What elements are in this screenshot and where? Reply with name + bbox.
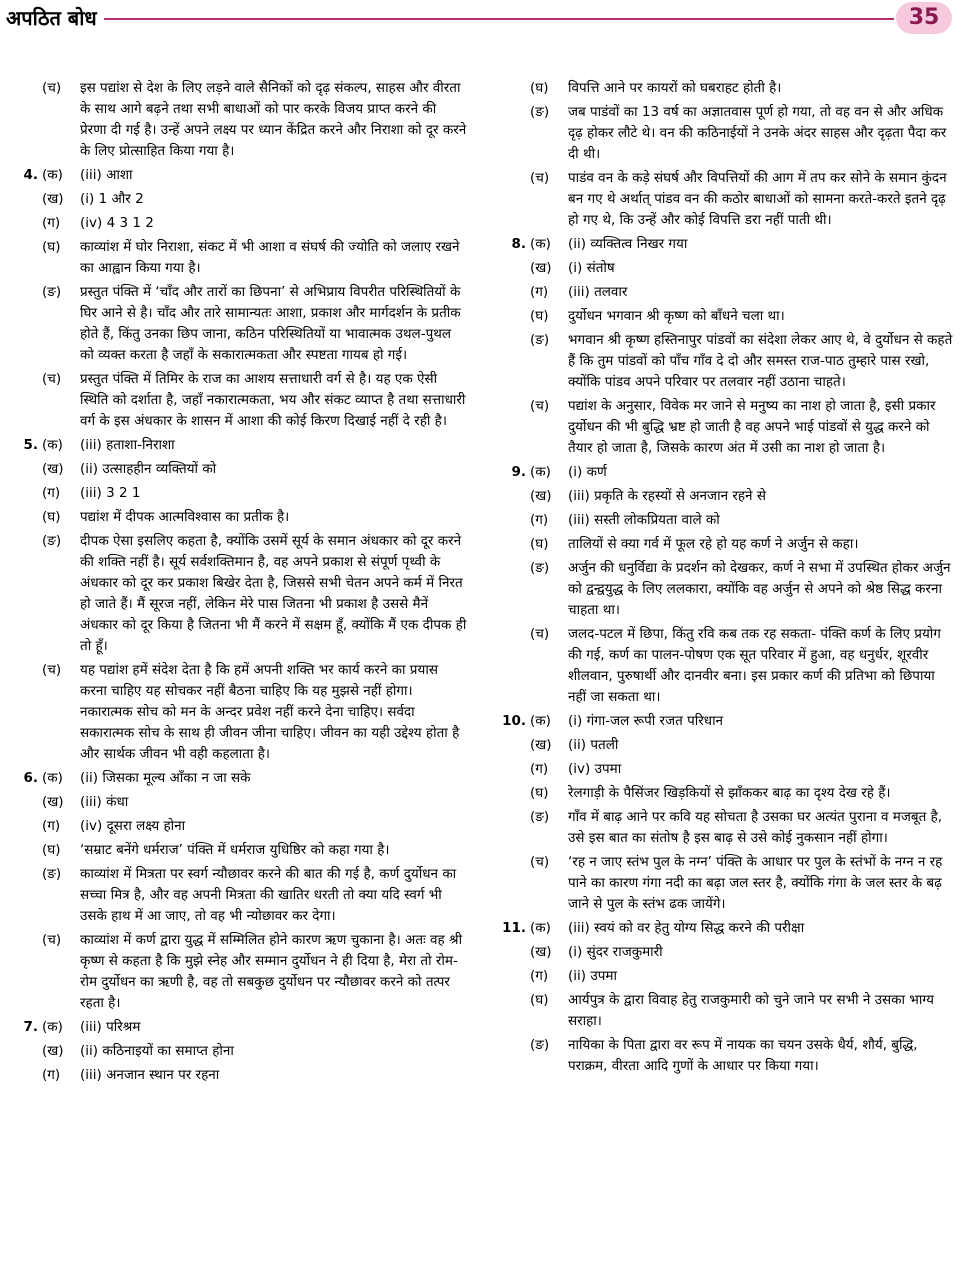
answer-text: (ii) कठिनाइयों का समाप्त होना — [80, 1043, 234, 1059]
answer-label: (ख) — [530, 260, 552, 276]
answer-label: (क) — [530, 713, 551, 729]
answer-label: (च) — [530, 854, 550, 870]
answer-text: (ii) उपमा — [568, 968, 617, 984]
question-number — [500, 735, 530, 756]
answer-text: इस पद्यांश से देश के लिए लड़ने वाले सैनिकों को दृढ़ संकल्प, साहस और वीरता के साथ आगे बढ़ने तथा सभी बाधाओं को पार करके विजय प्राप्त करने की प्रेरणा दी गई है। उन्हें अपने लक्ष्य पर ध्यान केंद्रित करने और निराशा को दूर करने के लिए प्रोत्साहित किया गया है। — [80, 80, 467, 159]
question-number — [12, 660, 42, 765]
answer-label: (ङ) — [42, 533, 62, 549]
question-number — [500, 624, 530, 708]
answer-label: (घ) — [42, 509, 61, 525]
answer-text: पाडंव वन के कड़े संघर्ष और विपत्तियों की आग में तप कर सोने के समान कुंदन बन गए थे अर्थात् पांडव वन की कठोर बाधाओं को सामना करते-करते इतने दृढ़ हो गए थे, कि उन्हें और कोई विपत्ति डरा नहीं पाती थी। — [568, 170, 947, 228]
answer-item — [12, 435, 467, 456]
answer-text: (iii) तलवार — [568, 284, 628, 300]
answer-label: (ग) — [42, 818, 61, 834]
question-number: 8. — [511, 236, 526, 252]
answer-item — [500, 510, 955, 531]
header-rule — [104, 18, 894, 20]
answer-item — [500, 102, 955, 165]
answer-text: (iii) हताशा-निराशा — [80, 437, 175, 453]
answer-item — [500, 735, 955, 756]
answer-label: (क) — [42, 1019, 63, 1035]
question-number — [12, 213, 42, 234]
page-header — [0, 0, 960, 40]
question-number — [500, 396, 530, 459]
answer-label: (ख) — [42, 191, 64, 207]
question-number — [500, 807, 530, 849]
answer-label: (च) — [42, 932, 62, 948]
answer-text: काव्यांश में घोर निराशा, संकट में भी आशा व संघर्ष की ज्योति को जलाए रखने का आह्वान किया गया है। — [80, 239, 460, 276]
answer-item — [12, 78, 467, 162]
answer-label: (ङ) — [530, 332, 550, 348]
answer-label: (क) — [42, 167, 63, 183]
question-number — [12, 369, 42, 432]
answer-text: (iii) कंधा — [80, 794, 129, 810]
question-block — [500, 918, 955, 1077]
answer-item — [500, 918, 955, 939]
answer-item — [500, 624, 955, 708]
answer-text: (iii) परिश्रम — [80, 1019, 141, 1035]
question-number: 7. — [23, 1019, 38, 1035]
answer-item — [500, 168, 955, 231]
answer-text: भगवान श्री कृष्ण हस्तिनापुर पांडवों का संदेशा लेकर आए थे, वे दुर्योधन से कहते हैं कि तुम पांडवों को पाँच गाँव दे दो और समस्त राज-पाठ तुम्हारे पास रखो, क्योंकि पांडव अपने परिवार पर तलवार नहीं उठाना चाहते। — [568, 332, 953, 390]
answer-text: प्रस्तुत पंक्ति में ‘चाँद और तारों का छिपना’ से अभिप्राय विपरीत परिस्थितियों के घिर आने से है। चाँद और तारे सामान्यतः आशा, प्रकाश और मार्गदर्शन के प्रतीक होते हैं, किंतु उनका छिप जाना, कठिन परिस्थितियों या भावात्मक उथल-पुथल को व्यक्त करता है जहाँ के सकारात्मकता और स्पष्टता गायब हो गई। — [80, 284, 461, 363]
question-block — [500, 711, 955, 915]
answer-label: (च) — [42, 80, 62, 96]
answer-item — [500, 282, 955, 303]
question-block — [500, 462, 955, 708]
answer-item — [500, 558, 955, 621]
answer-item — [12, 165, 467, 186]
answer-label: (घ) — [530, 785, 549, 801]
question-number: 6. — [23, 770, 38, 786]
answer-label: (ख) — [530, 944, 552, 960]
answer-label: (ख) — [42, 461, 64, 477]
answer-text: रेलगाड़ी के पैसिंजर खिड़कियों से झाँककर बाढ़ का दृश्य देख रहे हैं। — [568, 785, 891, 801]
question-block — [12, 435, 467, 765]
question-number: 9. — [511, 464, 526, 480]
question-number: 5. — [23, 437, 38, 453]
question-number — [12, 507, 42, 528]
answer-label: (ग) — [42, 485, 61, 501]
answer-label: (ख) — [42, 794, 64, 810]
question-block — [500, 234, 955, 459]
answer-label: (घ) — [530, 992, 549, 1008]
answer-label: (ङ) — [530, 809, 550, 825]
question-number — [500, 966, 530, 987]
question-number — [500, 486, 530, 507]
answer-label: (ग) — [530, 968, 549, 984]
answer-label: (ग) — [530, 761, 549, 777]
answer-item — [12, 483, 467, 504]
answer-item — [500, 258, 955, 279]
answer-item — [12, 1065, 467, 1086]
question-block — [12, 165, 467, 432]
page-number-badge: 35 — [896, 2, 952, 34]
question-number — [12, 930, 42, 1014]
question-number — [500, 990, 530, 1032]
answer-text: (i) 1 और 2 — [80, 191, 144, 207]
answer-text: दुर्योधन भगवान श्री कृष्ण को बाँधने चला था। — [568, 308, 785, 324]
answer-label: (ग) — [42, 1067, 61, 1083]
answer-text: अर्जुन की धनुर्विद्या के प्रदर्शन को देखकर, कर्ण ने सभा में उपस्थित होकर अर्जुन को द्वन्द्वयुद्ध के लिए ललकारा, क्योंकि वह अर्जुन से अपने को श्रेष्ठ सिद्ध करना चाहता था। — [568, 560, 951, 618]
answer-item — [500, 942, 955, 963]
question-number — [500, 942, 530, 963]
answer-item — [500, 534, 955, 555]
question-block — [12, 78, 467, 162]
answer-text: पद्यांश में दीपक आत्मविश्वास का प्रतीक है। — [80, 509, 290, 525]
answer-label: (ङ) — [42, 866, 62, 882]
answer-text: (iv) दूसरा लक्ष्य होना — [80, 818, 186, 834]
answer-text: नायिका के पिता द्वारा वर रूप में नायक का चयन उसके धैर्य, शौर्य, बुद्धि, पराक्रम, वीरता आदि गुणों के आधार पर किया गया। — [568, 1037, 918, 1074]
answer-item — [12, 816, 467, 837]
question-number — [500, 306, 530, 327]
answer-text: (iii) 3 2 1 — [80, 485, 141, 501]
question-number — [12, 816, 42, 837]
answer-item — [500, 78, 955, 99]
answer-item — [500, 783, 955, 804]
answer-text: जब पाडंवों का 13 वर्ष का अज्ञातवास पूर्ण हो गया, तो वह वन से और अधिक दृढ़ होकर लौटे थे। वन की कठिनाईयों ने उनके अंदर साहस और दृढ़ता पैदा कर दी थी। — [568, 104, 947, 162]
answer-label: (घ) — [42, 239, 61, 255]
answer-label: (च) — [530, 170, 550, 186]
answer-label: (क) — [530, 236, 551, 252]
question-number — [500, 534, 530, 555]
question-number — [12, 78, 42, 162]
answer-text: (iii) सस्ती लोकप्रियता वाले को — [568, 512, 720, 528]
answer-item — [12, 459, 467, 480]
answer-text: ‘सम्राट बनेंगे धर्मराज’ पंक्ति में धर्मराज युधिष्ठिर को कहा गया है। — [80, 842, 390, 858]
question-number — [12, 237, 42, 279]
question-number — [500, 330, 530, 393]
question-block — [12, 1017, 467, 1086]
answer-item — [12, 189, 467, 210]
answer-label: (क) — [530, 920, 551, 936]
question-block — [500, 78, 955, 231]
question-number — [500, 258, 530, 279]
question-number — [12, 1065, 42, 1086]
answer-label: (ङ) — [42, 284, 62, 300]
answer-item — [500, 486, 955, 507]
answer-item — [500, 330, 955, 393]
question-number — [500, 78, 530, 99]
answer-label: (क) — [42, 437, 63, 453]
answer-text: (i) कर्ण — [568, 464, 607, 480]
answer-text: जलद-पटल में छिपा, किंतु रवि कब तक रह सकता- पंक्ति कर्ण के लिए प्रयोग की गई, कर्ण का पालन-पोषण एक सूत परिवार में हुआ, वह धनुर्धर, शूरवीर शीलवान, पुरुषार्थी और दानवीर बना। इस प्रकार कर्ण की प्रतिभा को छिपाया नहीं जा सकता था। — [568, 626, 941, 705]
answer-item — [12, 213, 467, 234]
question-number: 10. — [502, 713, 526, 729]
answer-text: (i) संतोष — [568, 260, 615, 276]
answer-label: (घ) — [42, 842, 61, 858]
answer-item — [12, 1041, 467, 1062]
answer-item — [12, 768, 467, 789]
answer-label: (च) — [42, 371, 62, 387]
answer-item — [500, 1035, 955, 1077]
question-number — [12, 864, 42, 927]
answer-label: (ख) — [42, 1043, 64, 1059]
question-number — [500, 510, 530, 531]
answer-text: आर्यपुत्र के द्वारा विवाह हेतु राजकुमारी को चुने जाने पर सभी ने उसका भाग्य सराहा। — [568, 992, 934, 1029]
answer-text: (iii) अनजान स्थान पर रहना — [80, 1067, 220, 1083]
answer-item — [12, 930, 467, 1014]
question-number — [12, 189, 42, 210]
question-number: 4. — [23, 167, 38, 183]
answer-label: (घ) — [530, 80, 549, 96]
question-number — [500, 759, 530, 780]
answer-item — [12, 531, 467, 657]
question-number — [500, 102, 530, 165]
answer-text: (iii) आशा — [80, 167, 133, 183]
answer-text: (iii) प्रकृति के रहस्यों से अनजान रहने से — [568, 488, 766, 504]
answer-item — [12, 792, 467, 813]
answer-text: (ii) जिसका मूल्य आँका न जा सके — [80, 770, 251, 786]
answer-item — [12, 507, 467, 528]
answer-text: दीपक ऐसा इसलिए कहता है, क्योंकि उसमें सूर्य के समान अंधकार को दूर करने की शक्ति नहीं है। सूर्य सर्वशक्तिमान है, वह अपने प्रकाश से संपूर्ण पृथ्वी के अंधकार को दूर कर प्रकाश बिखेर देता है, जिससे सभी चेतन अपने कर्म में निरत हो जाते हैं। मैं सूरज नहीं, लेकिन मेरे पास जितना भी प्रकाश है उससे मैनें अंधकार को दूर किया है जितना भी मैं करने में सक्षम हूँ, क्योंकि मैं एक दीपक ही तो हूँ। — [80, 533, 467, 654]
left-column — [12, 78, 467, 1089]
question-number — [12, 840, 42, 861]
section-title: अपठित बोध — [6, 6, 97, 30]
answer-text: (iii) स्वयं को वर हेतु योग्य सिद्ध करने की परीक्षा — [568, 920, 805, 936]
answer-item — [500, 759, 955, 780]
answer-label: (ग) — [42, 215, 61, 231]
answer-text: (ii) व्यक्तित्व निखर गया — [568, 236, 688, 252]
question-block — [12, 768, 467, 1014]
answer-item — [500, 966, 955, 987]
right-column — [500, 78, 955, 1080]
answer-item — [500, 990, 955, 1032]
answer-text: काव्यांश में मित्रता पर स्वर्ग न्यौछावर करने की बात की गई है, कर्ण दुर्योधन का सच्चा मित्र है, और वह अपनी मित्रता की खातिर धरती तो क्या यदि स्वर्ग भी उसके हाथ में आ जाए, तो वह भी न्योछावर कर देगा। — [80, 866, 457, 924]
answer-text: गाँव में बाढ़ आने पर कवि यह सोचता है उसका घर अत्यंत पुराना व मजबूत है, उसे इस बात का संतोष है इस बाढ़ से उसे कोई नुकसान नहीं होगा। — [568, 809, 943, 846]
answer-text: ‘रह न जाए स्तंभ पुल के नग्न’ पंक्ति के आधार पर पुल के स्तंभों के नग्न न रह पाने का कारण गंगा नदी का बढ़ा जल स्तर है, क्योंकि गंगा के जल स्तर के बढ़ जाने से पुल के स्तंभ ढक जायेंगे। — [568, 854, 943, 912]
answer-item — [500, 462, 955, 483]
answer-text: प्रस्तुत पंक्ति में तिमिर के राज का आशय सत्ताधारी वर्ग से है। यह एक ऐसी स्थिति को दर्शाता है, जहाँ नकारात्मकता, भय और संकट व्याप्त है तथा सत्ताधारी वर्ग के इस अंधकार के शासन में आशा की कोई किरण दिखाई नहीं दे रही है। — [80, 371, 466, 429]
answer-text: (iv) 4 3 1 2 — [80, 215, 154, 231]
question-number: 11. — [502, 920, 526, 936]
answer-item — [500, 711, 955, 732]
question-number — [500, 1035, 530, 1077]
question-number — [12, 1041, 42, 1062]
answer-item — [500, 396, 955, 459]
question-number — [500, 282, 530, 303]
answer-label: (क) — [530, 464, 551, 480]
answer-item — [12, 237, 467, 279]
question-number — [12, 459, 42, 480]
answer-text: काव्यांश में कर्ण द्वारा युद्ध में सम्मिलित होने कारण ऋण चुकाना है। अतः वह श्री कृष्ण से कहता है कि मुझे स्नेह और सम्मान दुर्योधन ने ही दिया है, मेरा तो रोम-रोम दुर्योधन का ऋणी है, वह तो सबकुछ दुर्योधन पर न्यौछावर करने को तत्पर रहता है। — [80, 932, 463, 1011]
question-number — [12, 531, 42, 657]
answer-label: (घ) — [530, 308, 549, 324]
answer-text: यह पद्यांश हमें संदेश देता है कि हमें अपनी शक्ति भर कार्य करने का प्रयास करना चाहिए यह सोचकर नहीं बैठना चाहिए कि यह मुझसे नहीं होगा। नकारात्मक सोच को मन के अन्दर प्रवेश नहीं करने देना चाहिए। सर्वदा सकारात्मक सोच के साथ ही जीवन जीना चाहिए। जीवन का यही उद्देश्य होता है और सार्थक जीवन भी वही कहलाता है। — [80, 662, 460, 762]
answer-text: (iv) उपमा — [568, 761, 622, 777]
answer-item — [12, 840, 467, 861]
answer-label: (ङ) — [530, 1037, 550, 1053]
answer-label: (घ) — [530, 536, 549, 552]
question-number — [12, 792, 42, 813]
answer-label: (च) — [42, 662, 62, 678]
answer-item — [12, 369, 467, 432]
answer-label: (ख) — [530, 737, 552, 753]
question-number — [500, 168, 530, 231]
answer-text: (i) सुंदर राजकुमारी — [568, 944, 663, 960]
answer-label: (क) — [42, 770, 63, 786]
answer-label: (ग) — [530, 284, 549, 300]
question-number — [500, 783, 530, 804]
answer-label: (ख) — [530, 488, 552, 504]
answer-text: तालियों से क्या गर्व में फूल रहे हो यह कर्ण ने अर्जुन से कहा। — [568, 536, 859, 552]
answer-label: (ङ) — [530, 104, 550, 120]
question-number — [500, 558, 530, 621]
answer-text: (i) गंगा-जल रूपी रजत परिधान — [568, 713, 724, 729]
answer-label: (ङ) — [530, 560, 550, 576]
answer-item — [500, 807, 955, 849]
answer-label: (च) — [530, 626, 550, 642]
answer-item — [500, 852, 955, 915]
question-number — [12, 483, 42, 504]
answer-text: (ii) उत्साहहीन व्यक्तियों को — [80, 461, 217, 477]
answer-item — [500, 306, 955, 327]
question-number — [500, 852, 530, 915]
answer-item — [12, 1017, 467, 1038]
answer-label: (च) — [530, 398, 550, 414]
answer-item — [500, 234, 955, 255]
answer-text: विपत्ति आने पर कायरों को घबराहट होती है। — [568, 80, 782, 96]
answer-item — [12, 282, 467, 366]
answer-item — [12, 864, 467, 927]
answer-item — [12, 660, 467, 765]
answer-label: (ग) — [530, 512, 549, 528]
question-number — [12, 282, 42, 366]
answer-text: (ii) पतली — [568, 737, 619, 753]
answer-text: पद्यांश के अनुसार, विवेक मर जाने से मनुष्य का नाश हो जाता है, इसी प्रकार दुर्योधन की भी बुद्धि भ्रष्ट हो जाती है वह अपने भाई पांडवों से युद्ध करने को तैयार हो जाता है, जिसके कारण अंत में उसी का नाश हो जाता है। — [568, 398, 936, 456]
